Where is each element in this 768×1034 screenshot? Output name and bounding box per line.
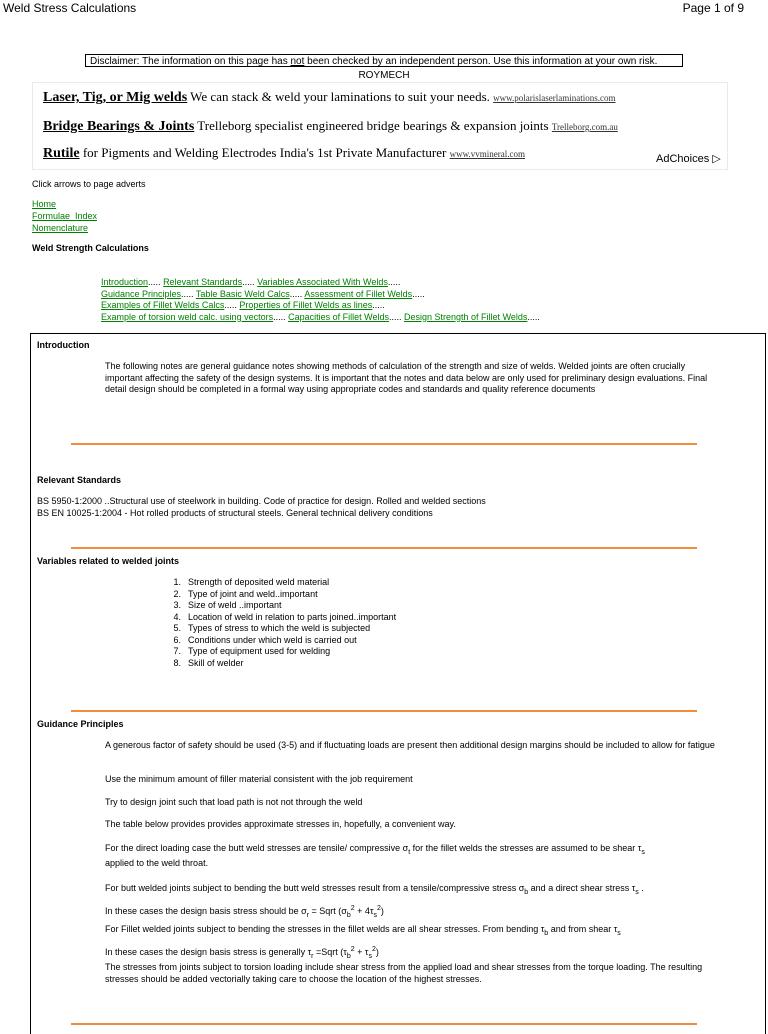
list-item: [166, 577, 396, 589]
sigma-symbol: σ: [301, 905, 307, 916]
nav-home[interactable]: Home: [32, 199, 57, 209]
list-item: [166, 658, 396, 670]
disclaimer-box: [85, 54, 683, 67]
list-item: [166, 623, 396, 635]
text-span: For butt welded joints subject to bending the butt weld stresses result from a tensile/compressive stress: [105, 883, 519, 893]
text-span: In these cases the design basis stress is generally: [105, 946, 308, 957]
toc-variables[interactable]: Variables Associated With Welds: [257, 277, 388, 287]
sigma-symbol: σ: [518, 883, 525, 893]
text-span: ): [380, 905, 384, 916]
list-number: 1.: [173, 577, 181, 587]
list-item: [166, 612, 396, 624]
standards-list: [37, 496, 737, 519]
toc-table-basic-weld-calcs[interactable]: Table Basic Weld Calcs: [195, 288, 290, 299]
section-rule: [71, 547, 697, 549]
ad-1-url[interactable]: www.polarislaserlaminations.com: [493, 93, 616, 103]
tau-symbol: τ: [613, 924, 618, 934]
subscript: r: [306, 911, 310, 919]
guidance-p7: [105, 921, 735, 965]
text-span: For Fillet welded joints subject to bending the stresses in the fillet welds are all shear stresses. From bending: [105, 924, 541, 934]
text-span: + 4: [354, 905, 370, 916]
subscript: b: [346, 952, 351, 960]
ad-2-title[interactable]: Bridge Bearings & Joints: [43, 119, 195, 134]
list-number: 2.: [173, 588, 181, 599]
ad-2[interactable]: [43, 118, 618, 135]
text-span: +: [354, 946, 365, 957]
list-number: 8.: [173, 657, 181, 668]
intro-text: The following notes are general guidance notes showing methods of calculation of the strength and size of welds. Welded joints are often crucially important affecting the safety of the design systems. It is important that the notes and data below are only used for preliminary design evaluations. Final detail design should be completed in a formal way using appropriate codes and standards and quality reference documents: [105, 361, 708, 394]
ad-3-title[interactable]: Rutile: [43, 146, 80, 161]
toc-sep: .....: [412, 288, 425, 299]
disclaimer-text: Disclaimer: The information on this page has: [90, 56, 291, 67]
standard-item: BS EN 10025-1:2004 - Hot rolled products of structural steels. General technical delivery conditions: [37, 507, 433, 518]
list-text: Type of equipment used for welding: [188, 646, 331, 656]
subscript: b: [524, 888, 529, 896]
list-text: Type of joint and weld..important: [188, 588, 318, 599]
toc-relevant-standards[interactable]: Relevant Standards: [163, 277, 243, 287]
toc-sep: .....: [527, 311, 540, 322]
guidance-p1: A generous factor of safety should be used (3-5) and if fluctuating loads are present then additional design margins should be included to allow for fatigue: [105, 740, 715, 750]
nav-nomenclature[interactable]: Nomenclature: [32, 223, 89, 233]
toc-examples-fillet-welds[interactable]: Examples of Fillet Welds Calcs: [101, 300, 225, 310]
text-span: applied to the weld throat.: [105, 858, 209, 869]
ad-3[interactable]: [43, 145, 525, 162]
text-span: for the fillet welds the stresses are assumed to be shear: [410, 843, 638, 853]
list-text: Skill of welder: [188, 657, 244, 668]
toc-properties-fillet-welds[interactable]: Properties of Fillet Welds as lines: [239, 300, 373, 310]
section-rule: [71, 1023, 697, 1025]
subscript: r: [311, 952, 314, 960]
text-span: ): [375, 946, 379, 957]
toc-design-strength[interactable]: Design Strength of Fillet Welds: [404, 311, 528, 322]
list-item: [166, 635, 396, 647]
tau-symbol: τ: [631, 883, 636, 893]
toc-assessment-fillet-welds[interactable]: Assessment of Fillet Welds: [304, 288, 413, 299]
list-text: Size of weld ..important: [188, 600, 282, 610]
superscript: 2: [350, 945, 355, 953]
superscript: 2: [377, 904, 381, 912]
toc-capacities-fillet-welds[interactable]: Capacities of Fillet Welds: [288, 311, 389, 322]
adchoices-link[interactable]: AdChoices ▷: [656, 153, 721, 165]
text-span: and from shear: [548, 924, 614, 934]
subscript: s: [368, 952, 372, 960]
list-text: Conditions under which weld is carried out: [188, 634, 357, 645]
tau-symbol: τ: [637, 843, 642, 853]
ad-3-url[interactable]: www.vvmineral.com: [449, 149, 525, 159]
click-arrows-note: Click arrows to page adverts: [32, 179, 146, 189]
content-box: [30, 333, 766, 1034]
toc-guidance-principles[interactable]: Guidance Principles: [101, 288, 182, 299]
tau-symbol: τ: [369, 905, 374, 916]
superscript: 2: [371, 945, 376, 953]
page-heading: Weld Strength Calculations: [32, 243, 149, 253]
standards-title: Relevant Standards: [37, 475, 122, 485]
nav-links: [32, 198, 97, 234]
sigma-symbol: σ: [402, 843, 409, 853]
subscript: b: [346, 911, 351, 919]
text-span: For the direct loading case the butt weld stresses are tensile/ compressive: [105, 843, 403, 853]
tau-symbol: τ: [343, 946, 347, 957]
document-title: Weld Stress Calculations: [3, 1, 137, 15]
list-number: 7.: [173, 646, 181, 656]
intro-title: Introduction: [37, 340, 90, 350]
toc-sep: .....: [372, 300, 385, 310]
guidance-p6: [105, 880, 735, 924]
list-number: 6.: [173, 634, 181, 645]
guidance-p3: Try to design joint such that load path is not not through the weld: [105, 797, 363, 807]
list-item: [166, 589, 396, 601]
list-item: [166, 600, 396, 612]
toc-torsion-example[interactable]: Example of torsion weld calc. using vectors: [101, 311, 274, 322]
subscript: s: [641, 848, 645, 856]
toc-sep: .....: [148, 277, 161, 287]
variables-list: [166, 577, 396, 669]
tau-symbol: τ: [307, 946, 312, 957]
toc-sep: .....: [388, 311, 402, 322]
guidance-title: Guidance Principles: [37, 719, 124, 729]
page-header: [3, 1, 744, 17]
text-span: and a direct shear stress: [528, 883, 632, 893]
section-rule: [71, 443, 697, 445]
toc-sep: .....: [224, 300, 237, 310]
list-text: Types of stress to which the weld is subjected: [188, 623, 371, 633]
standard-item: BS 5950-1:2000 ..Structural use of steelwork in building. Code of practice for design. Rolled and welded sections: [37, 496, 486, 506]
text-span: = Sqrt (: [309, 905, 342, 916]
page-number: Page 1 of 9: [682, 1, 744, 15]
section-rule: [71, 710, 697, 712]
tau-symbol: τ: [364, 946, 369, 957]
list-text: Location of weld in relation to parts joined..important: [188, 611, 397, 622]
guidance-p8: The stresses from joints subject to torsion loading include shear stress from the applied load and shear stresses from the torque loading. The resulting stresses should be added vectorially taking care to choose the location of the highest stresses.: [105, 962, 703, 984]
ad-3-text: for Pigments and Welding Electrodes India's 1st Private Manufacturer: [79, 145, 450, 160]
variables-title: Variables related to welded joints: [37, 556, 180, 566]
superscript: 2: [350, 904, 355, 912]
text-span: In these cases the design basis stress should be: [105, 905, 302, 916]
list-number: 4.: [173, 611, 181, 622]
nav-formulae-index[interactable]: Formulae_Index: [32, 211, 98, 221]
disclaimer-emphasis: not: [290, 56, 305, 67]
list-text: Strength of deposited weld material: [188, 577, 330, 587]
table-of-contents: [101, 277, 540, 323]
site-name: ROYMECH: [358, 70, 410, 81]
ad-1-title[interactable]: Laser, Tig, or Mig welds: [43, 90, 188, 105]
list-item: [166, 646, 396, 658]
subscript: s: [617, 929, 621, 937]
ad-1[interactable]: [43, 89, 616, 106]
sigma-symbol: σ: [341, 905, 347, 916]
toc-introduction[interactable]: Introduction: [101, 277, 149, 287]
ad-2-text: Trelleborg specialist engineered bridge bearings & expansion joints: [194, 118, 552, 133]
toc-sep: .....: [387, 277, 401, 287]
list-number: 5.: [173, 623, 181, 633]
guidance-p5: [105, 843, 735, 870]
subscript: b: [544, 929, 549, 937]
disclaimer-text-end: been checked by an independent person. Use this information at your own risk.: [304, 56, 658, 67]
ad-2-url[interactable]: Trelleborg.com.au: [551, 122, 618, 132]
tau-symbol: τ: [540, 924, 545, 934]
toc-sep: .....: [273, 311, 286, 322]
guidance-p4: The table below provides provides approximate stresses in, hopefully, a convenient way.: [105, 819, 456, 829]
text-span: .: [638, 883, 644, 893]
list-number: 3.: [173, 600, 181, 610]
toc-sep: .....: [242, 277, 255, 287]
toc-sep: .....: [181, 288, 194, 299]
ad-1-text: We can stack & weld your laminations to suit your needs.: [187, 89, 494, 104]
toc-sep: .....: [289, 288, 303, 299]
subscript: s: [635, 888, 639, 896]
subscript: s: [373, 911, 377, 919]
subscript: t: [408, 848, 411, 856]
guidance-p2: Use the minimum amount of filler material consistent with the job requirement: [105, 774, 413, 784]
text-span: =Sqrt (: [313, 946, 344, 957]
